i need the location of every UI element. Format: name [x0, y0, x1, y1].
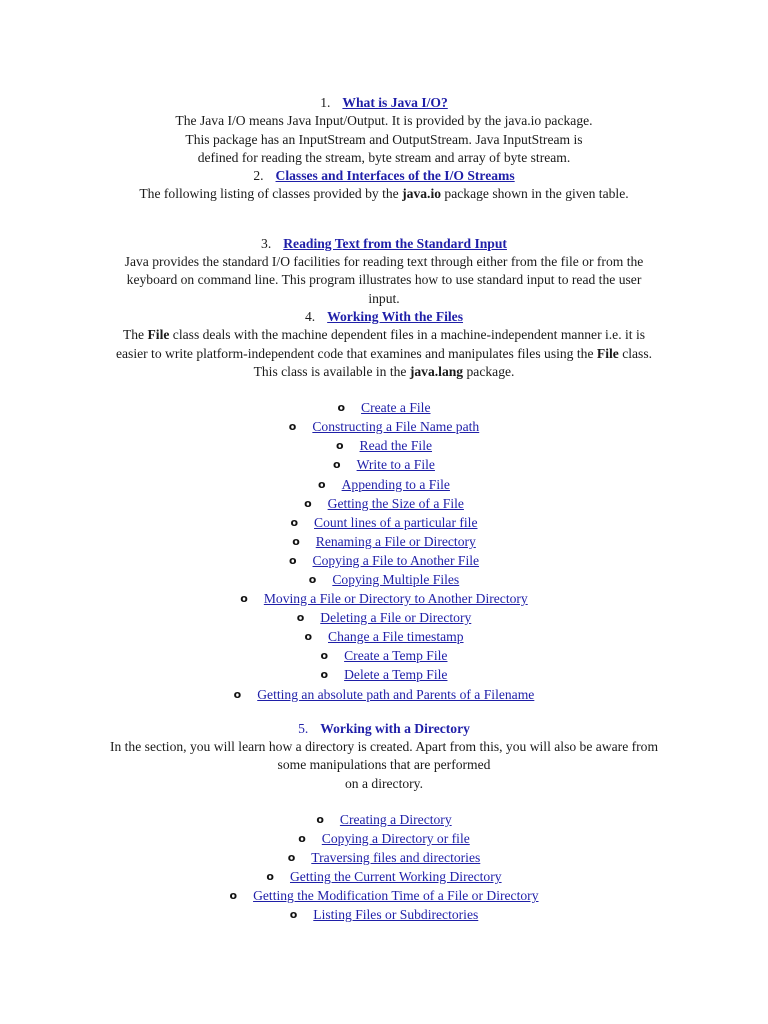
section-5-body — [104, 738, 664, 793]
spacer — [0, 793, 768, 810]
spacer — [0, 704, 768, 720]
bullet-icon: o — [229, 889, 238, 903]
section-3-heading — [0, 235, 768, 253]
directory-link-list — [0, 810, 768, 925]
section-4-body-bold-2: File — [596, 345, 619, 361]
file-topic-link-12[interactable]: Deleting a File or Directory — [320, 610, 472, 626]
list-item — [0, 905, 768, 924]
spacer — [0, 381, 768, 398]
section-2-body-text-1: The following listing of classes provided by the — [139, 186, 403, 202]
list-item — [0, 608, 768, 627]
bullet-icon: o — [318, 477, 326, 491]
files-link-list — [0, 398, 768, 704]
section-2-body — [104, 185, 664, 203]
list-item — [0, 532, 768, 551]
list-item — [0, 455, 768, 474]
list-item — [0, 685, 768, 704]
section-5-title: Working with a Directory — [320, 720, 470, 736]
list-item — [0, 513, 768, 532]
list-item — [0, 398, 768, 417]
file-topic-link-9[interactable]: Copying a File to Another File — [312, 552, 480, 568]
bullet-icon: o — [320, 668, 329, 682]
directory-topic-link-4[interactable]: Getting the Current Working Directory — [289, 869, 502, 885]
section-4-heading — [0, 308, 768, 326]
bullet-icon: o — [337, 401, 346, 415]
list-item — [0, 551, 768, 570]
section-2-number: 2. — [253, 168, 264, 184]
section-4-body-bold-1: File — [147, 327, 170, 343]
list-item — [0, 436, 768, 455]
file-topic-link-3[interactable]: Read the File — [359, 438, 433, 454]
list-item — [0, 848, 768, 867]
file-topic-link-11[interactable]: Moving a File or Directory to Another Directory — [263, 591, 528, 607]
section-5-body-line-2: on a directory. — [344, 775, 423, 791]
bullet-icon: o — [298, 831, 306, 845]
list-item — [0, 886, 768, 905]
section-2-body-bold: java.io — [402, 186, 442, 202]
directory-topic-link-2[interactable]: Copying a Directory or file — [321, 830, 470, 846]
file-topic-link-5[interactable]: Appending to a File — [341, 476, 450, 492]
list-item — [0, 494, 768, 513]
bullet-icon: o — [287, 851, 296, 865]
bullet-icon: o — [333, 458, 341, 472]
spacer — [0, 204, 768, 235]
section-4-body-text-2: class deals with the machine dependent files in a machine-independent manner i.e. it is easier to write platform-independent code that examines and manipulates files using the — [115, 327, 646, 361]
file-topic-link-13[interactable]: Change a File timestamp — [328, 629, 464, 645]
section-3-number: 3. — [261, 235, 272, 251]
bullet-icon: o — [335, 439, 344, 453]
list-item — [0, 867, 768, 886]
file-topic-link-7[interactable]: Count lines of a particular file — [314, 514, 478, 530]
section-2-body-text-2: package shown in the given table. — [441, 186, 629, 202]
directory-topic-link-5[interactable]: Getting the Modification Time of a File or Directory — [253, 888, 539, 904]
section-1-number: 1. — [320, 95, 331, 110]
section-3-body: Java provides the standard I/O facilities for reading text through either from the file or from the keyboard on command line. This program illustrates how to use standard input to read the user input. — [124, 254, 644, 306]
section-4-body-bold-3: java.lang — [409, 363, 464, 379]
file-topic-link-10[interactable]: Copying Multiple Files — [332, 572, 460, 587]
list-item — [0, 829, 768, 848]
bullet-icon: o — [240, 592, 248, 606]
file-topic-link-8[interactable]: Renaming a File or Directory — [315, 533, 476, 549]
list-item — [0, 475, 768, 494]
section-5-heading — [0, 720, 768, 738]
bullet-icon: o — [304, 496, 312, 510]
file-topic-link-14[interactable]: Create a Temp File — [344, 648, 448, 664]
bullet-icon: o — [308, 573, 317, 586]
bullet-icon: o — [288, 420, 297, 434]
section-1-title-link[interactable]: What is Java I/O? — [342, 95, 448, 110]
bullet-icon: o — [233, 687, 242, 701]
section-4-body-text-3: class. This class is available in the — [253, 345, 653, 379]
directory-topic-link-1[interactable]: Creating a Directory — [339, 811, 452, 827]
bullet-icon: o — [296, 611, 305, 625]
section-2-title-link[interactable]: Classes and Interfaces of the I/O Streams — [275, 168, 515, 184]
file-topic-link-6[interactable]: Getting the Size of a File — [327, 495, 464, 511]
file-topic-link-15[interactable]: Delete a Temp File — [344, 667, 448, 683]
list-item — [0, 665, 768, 684]
bullet-icon: o — [288, 553, 297, 567]
bullet-icon: o — [266, 870, 274, 884]
bullet-icon: o — [304, 630, 312, 644]
list-item — [0, 570, 768, 589]
file-topic-link-1[interactable]: Create a File — [361, 400, 431, 416]
section-3-title-link[interactable]: Reading Text from the Standard Input — [283, 235, 507, 251]
section-4-title-link[interactable]: Working With the Files — [327, 308, 464, 324]
document-page — [0, 94, 768, 924]
list-item — [0, 810, 768, 829]
directory-topic-link-6[interactable]: Listing Files or Subdirectories — [313, 907, 479, 923]
file-topic-link-2[interactable]: Constructing a File Name path — [312, 419, 480, 435]
section-4-body-text-4: package. — [463, 363, 515, 379]
file-topic-link-4[interactable]: Write to a File — [356, 457, 435, 473]
section-5-body-line-1: In the section, you will learn how a directory is created. Apart from this, you will also be aware from some manipulations that are performed — [109, 738, 659, 773]
bullet-icon: o — [320, 649, 329, 663]
bullet-icon: o — [289, 908, 298, 922]
section-1-heading — [0, 94, 768, 112]
bullet-icon: o — [316, 812, 324, 826]
section-2-heading — [0, 167, 768, 185]
bullet-icon: o — [292, 534, 300, 548]
section-4-body-text-1: The — [122, 327, 148, 343]
section-4-number: 4. — [304, 308, 316, 324]
section-1-body: The Java I/O means Java Input/Output. It is provided by the java.io package. This package has an InputStream and OutputStream. Java InputStream is defined for reading the stream, byte stream and array of byte stream. — [175, 113, 593, 165]
list-item — [0, 627, 768, 646]
list-item — [0, 417, 768, 436]
section-4-body — [114, 326, 654, 381]
file-topic-link-16[interactable]: Getting an absolute path and Parents of a Filename — [257, 686, 535, 702]
bullet-icon: o — [290, 515, 299, 529]
directory-topic-link-3[interactable]: Traversing files and directories — [311, 850, 481, 866]
section-5-number: 5. — [298, 720, 309, 736]
list-item — [0, 646, 768, 665]
list-item — [0, 589, 768, 608]
